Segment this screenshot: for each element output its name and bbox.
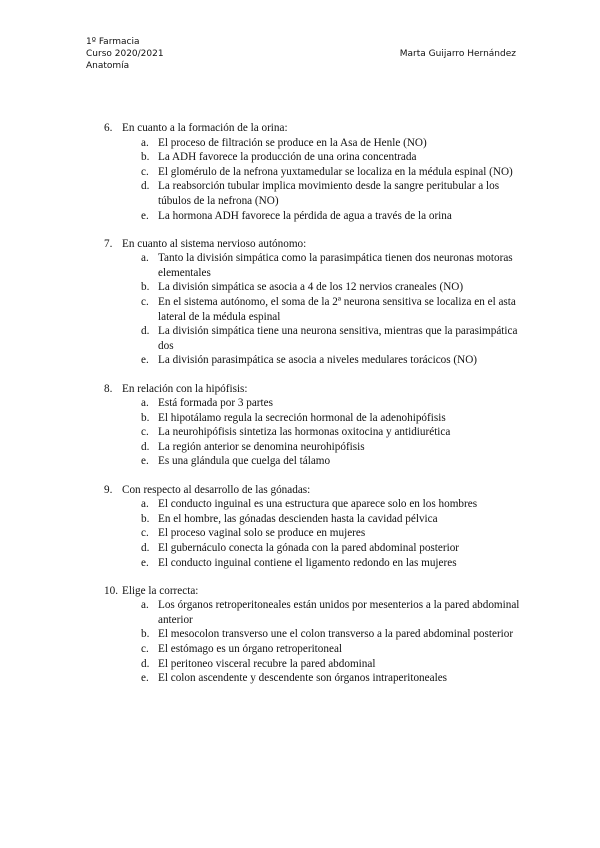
question-item: [104, 121, 524, 223]
question-title: [104, 382, 524, 397]
question-title: [104, 584, 524, 599]
option-letter: c.: [141, 426, 149, 439]
option-text: La división simpática se asocia a 4 de los 12 nervios craneales (NO): [158, 281, 464, 294]
answer-option: [141, 556, 524, 571]
option-letter: a.: [141, 136, 149, 149]
option-text: En el sistema autónomo, el soma de la 2ª neurona sensitiva se localiza en el asta lateral de la médula espinal: [158, 296, 516, 323]
question-text: En cuanto a la formación de la orina:: [122, 122, 288, 134]
option-text: La hormona ADH favorece la pérdida de agua a través de la orina: [158, 209, 452, 222]
question-number: 8.: [104, 382, 113, 395]
header-subject: Anatomía: [86, 61, 130, 71]
option-letter: a.: [141, 599, 149, 612]
page-header: [86, 36, 516, 72]
option-text: Tanto la división simpática como la parasimpática tienen dos neuronas motoras elementales: [158, 252, 513, 279]
answer-option: [141, 440, 524, 455]
option-text: La ADH favorece la producción de una orina concentrada: [158, 151, 417, 164]
answer-option: [141, 512, 524, 527]
option-text: El estómago es un órgano retroperitoneal: [158, 643, 343, 655]
option-letter: d.: [141, 180, 150, 193]
answer-option: [141, 295, 524, 324]
answer-option: [141, 425, 524, 440]
option-text: El peritoneo visceral recubre la pared abdominal: [158, 657, 376, 670]
question-title: [104, 237, 524, 252]
answer-option: [141, 150, 524, 165]
option-text: El hipotálamo regula la secreción hormonal de la adenohipófisis: [158, 411, 446, 424]
option-text: Los órganos retroperitoneales están unidos por mesenterios a la pared abdominal anterior: [158, 599, 520, 626]
option-text: El mesocolon transverso une el colon transverso a la pared abdominal posterior: [158, 628, 514, 641]
option-letter: e.: [141, 354, 149, 367]
header-row: [86, 48, 516, 60]
question-number: 9.: [104, 483, 113, 496]
answer-option: [141, 136, 524, 151]
answer-option: [141, 411, 524, 426]
option-letter: c.: [141, 643, 149, 655]
option-text: El conducto inguinal es una estructura que aparece solo en los hombres: [158, 498, 478, 511]
answer-option: [141, 541, 524, 556]
option-letter: b.: [141, 281, 150, 294]
answer-option: [141, 396, 524, 411]
question-title: [104, 121, 524, 136]
option-text: El conducto inguinal contiene el ligamento redondo en las mujeres: [158, 556, 457, 569]
answer-option: [141, 280, 524, 295]
option-text: El gubernáculo conecta la gónada con la pared abdominal posterior: [158, 541, 460, 554]
question-number: 6.: [104, 122, 113, 134]
answer-option: [141, 454, 524, 469]
answer-option: [141, 642, 524, 657]
option-text: El proceso vaginal solo se produce en mujeres: [158, 527, 366, 540]
question-number: 7.: [104, 237, 113, 250]
option-letter: b.: [141, 411, 150, 424]
option-letter: e.: [141, 556, 149, 569]
option-letter: c.: [141, 165, 149, 178]
option-letter: a.: [141, 498, 149, 511]
option-letter: d.: [141, 657, 150, 670]
option-letter: c.: [141, 527, 149, 540]
option-letter: b.: [141, 628, 150, 641]
option-text: El glomérulo de la nefrona yuxtamedular se localiza en la médula espinal (NO): [158, 165, 513, 178]
option-letter: b.: [141, 512, 150, 525]
answer-option: [141, 671, 524, 686]
question-list: [104, 121, 524, 699]
answer-option: [141, 179, 524, 208]
option-text: El proceso de filtración se produce en la Asa de Henle (NO): [158, 136, 427, 149]
option-letter: b.: [141, 151, 150, 164]
option-text: La región anterior se denomina neurohipófisis: [158, 440, 365, 453]
option-letter: e.: [141, 455, 149, 468]
option-text: La neurohipófisis sintetiza las hormonas oxitocina y antidiurética: [158, 426, 451, 439]
question-item: [104, 584, 524, 686]
question-text: Con respecto al desarrollo de las gónadas:: [122, 483, 311, 496]
option-letter: a.: [141, 252, 149, 265]
answer-option: [141, 598, 524, 627]
option-letter: a.: [141, 397, 149, 410]
question-text: En relación con la hipófisis:: [122, 382, 248, 395]
answer-option: [141, 526, 524, 541]
question-item: [104, 483, 524, 571]
question-text: En cuanto al sistema nervioso autónomo:: [122, 237, 307, 250]
answer-option: [141, 324, 524, 353]
header-author: Marta Guijarro Hernández: [399, 49, 516, 59]
answer-option: [141, 251, 524, 280]
question-item: [104, 382, 524, 470]
option-letter: e.: [141, 209, 149, 222]
option-letter: c.: [141, 296, 149, 309]
option-letter: e.: [141, 672, 149, 685]
answer-option: [141, 165, 524, 180]
question-item: [104, 237, 524, 368]
answer-option: [141, 657, 524, 672]
option-text: En el hombre, las gónadas descienden hasta la cavidad pélvica: [158, 512, 438, 525]
question-number: 10.: [104, 584, 118, 597]
option-text: Es una glándula que cuelga del tálamo: [158, 455, 331, 468]
answer-option: [141, 497, 524, 512]
header-year: Curso 2020/2021: [86, 49, 164, 59]
option-letter: d.: [141, 440, 150, 453]
option-text: La reabsorción tubular implica movimiento desde la sangre peritubular a los túbulos de la nefrona (NO): [158, 180, 500, 207]
answer-option: [141, 209, 524, 224]
option-letter: d.: [141, 325, 150, 338]
question-title: [104, 483, 524, 498]
option-text: La división parasimpática se asocia a niveles medulares torácicos (NO): [158, 354, 478, 367]
question-text: Elige la correcta:: [122, 584, 199, 597]
answer-option: [141, 627, 524, 642]
answer-option: [141, 353, 524, 368]
option-text: La división simpática tiene una neurona sensitiva, mientras que la parasimpática dos: [158, 325, 518, 352]
option-text: Está formada por 3 partes: [158, 397, 273, 410]
option-letter: d.: [141, 541, 150, 554]
option-text: El colon ascendente y descendente son órganos intraperitoneales: [158, 672, 448, 685]
header-course: 1º Farmacia: [86, 37, 140, 47]
